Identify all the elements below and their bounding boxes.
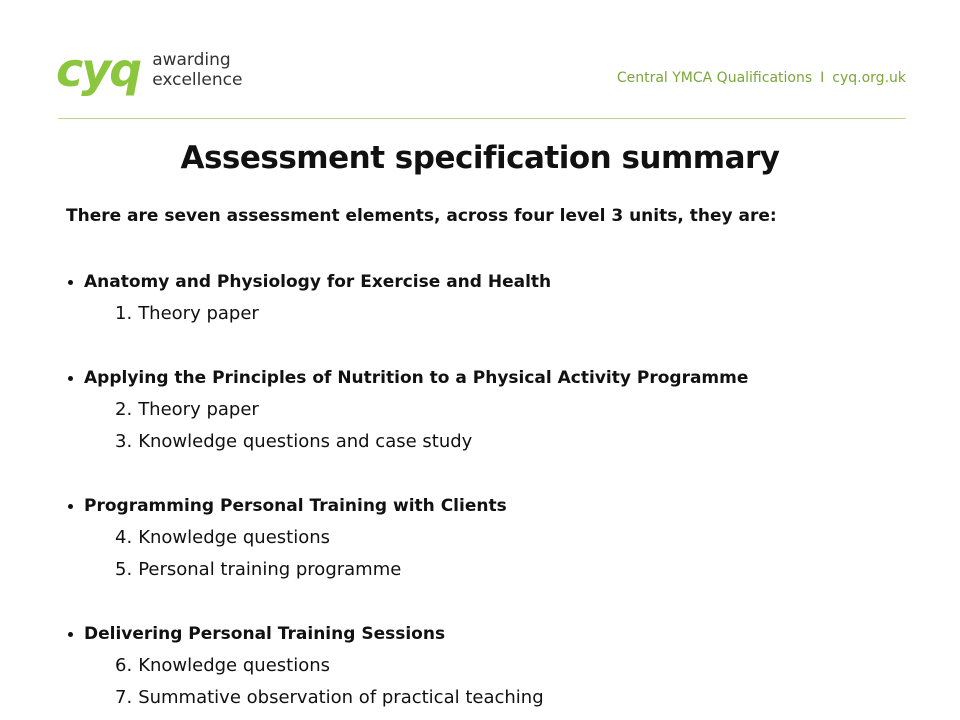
header-divider xyxy=(58,118,906,119)
logo-mark: cyq xyxy=(56,43,141,97)
unit-item xyxy=(66,490,926,586)
unit-item xyxy=(66,362,926,458)
unit-title: Anatomy and Physiology for Exercise and Health xyxy=(84,272,552,292)
element-text: Knowledge questions and case study xyxy=(138,431,473,452)
unit-item xyxy=(66,266,926,330)
assessment-element xyxy=(66,426,926,458)
element-text: Knowledge questions xyxy=(138,527,330,548)
element-text: Knowledge questions xyxy=(138,655,330,676)
unit-title: Delivering Personal Training Sessions xyxy=(84,624,446,644)
unit-title: Programming Personal Training with Clients xyxy=(84,496,507,516)
element-number: 6. xyxy=(115,655,133,676)
bullet-icon xyxy=(68,376,73,381)
bullet-icon xyxy=(68,504,73,509)
unit-title-row xyxy=(66,362,926,394)
assessment-element xyxy=(66,394,926,426)
unit-title-row xyxy=(66,490,926,522)
element-number: 7. xyxy=(115,687,133,708)
organisation-name: Central YMCA Qualifications xyxy=(616,70,813,86)
bullet-icon xyxy=(68,280,73,285)
assessment-element xyxy=(66,522,926,554)
element-text: Summative observation of practical teaching xyxy=(138,687,544,708)
cyq-logo xyxy=(56,44,242,96)
header-separator: I xyxy=(820,70,825,86)
element-number: 2. xyxy=(115,399,133,420)
element-text: Personal training programme xyxy=(138,559,402,580)
assessment-element xyxy=(66,298,926,330)
assessment-element xyxy=(66,650,926,682)
element-number: 3. xyxy=(115,431,133,452)
element-number: 1. xyxy=(115,303,133,324)
slide-title: Assessment specification summary xyxy=(180,140,780,176)
assessment-element xyxy=(66,554,926,586)
logo-tagline-line2: excellence xyxy=(152,70,243,90)
bullet-icon xyxy=(68,632,73,637)
intro-text: There are seven assessment elements, across four level 3 units, they are: xyxy=(66,206,777,226)
slide-header xyxy=(0,0,960,120)
unit-list xyxy=(66,266,926,714)
logo-tagline-line1: awarding xyxy=(152,50,231,70)
website-label: cyq.org.uk xyxy=(832,70,906,86)
unit-title-row xyxy=(66,266,926,298)
unit-title-row xyxy=(66,618,926,650)
assessment-element xyxy=(66,682,926,714)
element-number: 5. xyxy=(115,559,133,580)
organisation-info xyxy=(617,70,906,86)
element-number: 4. xyxy=(115,527,133,548)
element-text: Theory paper xyxy=(138,303,259,324)
logo-tagline xyxy=(152,50,242,90)
unit-title: Applying the Principles of Nutrition to a Physical Activity Programme xyxy=(84,368,749,388)
element-text: Theory paper xyxy=(138,399,259,420)
unit-item xyxy=(66,618,926,714)
